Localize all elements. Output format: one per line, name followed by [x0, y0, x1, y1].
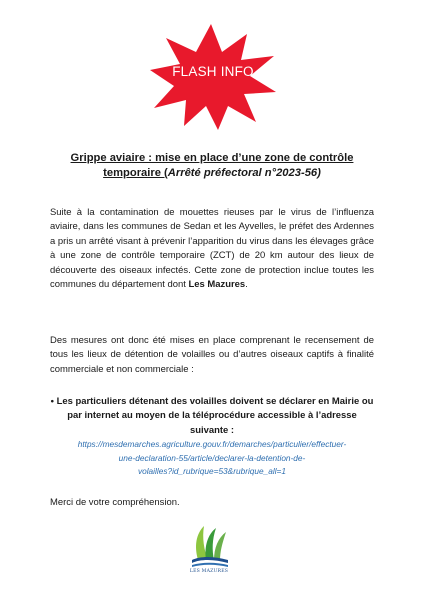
paragraph-measures: Des mesures ont donc été mises en place comprenant le recensement de tous les lieux de détention de volailles ou d’autres oiseaux captifs à finalité commerciale et non commerciale :	[50, 335, 374, 375]
title-reference: Arrêté préfectoral n°2023-56)	[167, 167, 321, 179]
bullet-text: Les particuliers détenant des volailles doivent se déclarer en Mairie ou par internet au moyen de la téléprocédure accessible à l’adresse suivante :	[56, 396, 374, 436]
paragraph-1-end: .	[245, 279, 248, 291]
page-title	[52, 151, 372, 181]
link-line-1[interactable]: https://mesdemarches.agriculture.gouv.fr/demarches/particulier/effectuer-	[77, 439, 347, 449]
title-line-1: Grippe aviaire : mise en place d’une zone de contrôle	[70, 152, 354, 164]
paragraph-contamination	[50, 206, 374, 292]
declaration-link[interactable]	[48, 438, 376, 479]
title-line-2: temporaire (	[103, 167, 168, 179]
closing-text: Merci de votre compréhension.	[50, 497, 180, 508]
declaration-bullet	[50, 395, 374, 438]
paragraph-1-text: Suite à la contamination de mouettes rieuses par le virus de l’influenza aviaire, dans les communes de Sedan et les Ayvelles, le préfet des Ardennes a pris un arrêté visant à prévenir l’apparition du virus dans les élevages grâce à une zone de contrôle temporaire (ZCT) de 20 km autour des lieux de découverte des oiseaux infectés. Cette zone de protection inclue toutes les communes du département dont	[50, 207, 374, 291]
link-line-3[interactable]: volailles?id_rubrique=53&rubrique_all=1	[137, 466, 287, 477]
commune-name: Les Mazures	[188, 279, 246, 291]
logo-name: LES MAZURES	[189, 569, 229, 574]
flash-info-label: FLASH INFO	[172, 64, 254, 79]
logo-emblem	[184, 520, 236, 570]
bullet-marker: •	[50, 396, 54, 407]
link-line-2[interactable]: une-declaration-55/article/declarer-la-detention-de-	[118, 452, 306, 463]
